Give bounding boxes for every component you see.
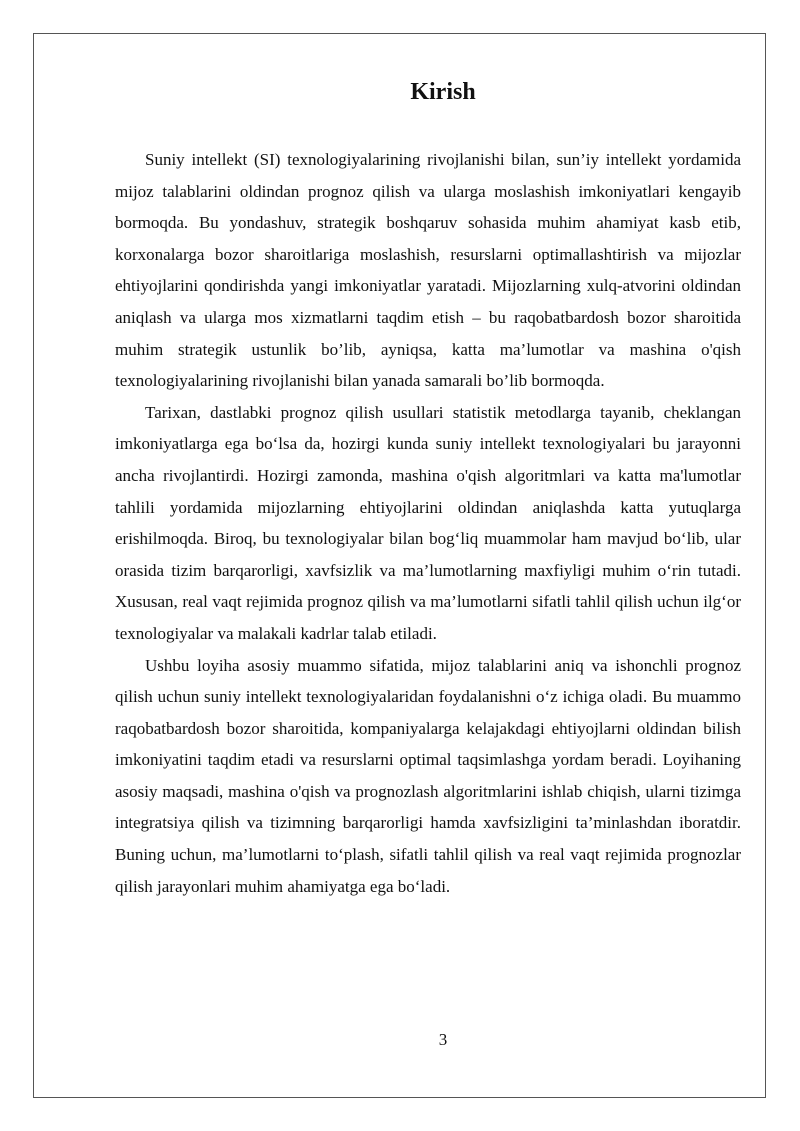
page-number: 3 — [438, 1030, 448, 1049]
paragraph-2: Tarixan, dastlabki prognoz qilish usullari statistik metodlarga tayanib, cheklangan imkoniyatlarga ega bo‘lsa da, hozirgi kunda suniy intellekt texnologiyalari bu jarayonni ancha rivojlantirdi. Hozirgi zamonda, mashina o'qish algoritmlari va katta ma'lumotlar tahlili yordamida mijozlarning ehtiyojlarini oldindan aniqlashda katta yutuqlarga erishilmoqda. Biroq, bu texnologiyalar bilan bog‘liq muammolar ham mavjud bo‘lib, ular orasida tizim barqarorligi, xavfsizlik va ma’lumotlarning maxfiyligi muhim o‘rin tutadi. Xususan, real vaqt rejimida prognoz qilish va ma’lumotlarni sifatli tahlil qilish uchun ilg‘or texnologiyalar va malakali kadrlar talab etiladi. — [115, 402, 741, 643]
paragraph-3: Ushbu loyiha asosiy muammo sifatida, mijoz talablarini aniq va ishonchli prognoz qilish uchun suniy intellekt texnologiyalaridan foydalanishni o‘z ichiga oladi. Bu muammo raqobatbardosh bozor sharoitida, kompaniyalarga kelajakdagi ehtiyojlarni oldindan bilish imkoniyatini taqdim etadi va resurslarni optimal taqsimlashga yordam beradi. Loyihaning asosiy maqsadi, mashina o'qish va prognozlash algoritmlarini ishlab chiqish, ularni tizimga integratsiya qilish va tizimning barqarorligi hamda xavfsizligini ta’minlashdan iboratdir. Buning uchun, ma’lumotlarni to‘plash, sifatli tahlil qilish va real vaqt rejimida prognozlar qilish jarayonlari muhim ahamiyatga ega bo‘ladi. — [115, 655, 741, 896]
page-title: Kirish — [410, 79, 476, 105]
paragraph-1: Suniy intellekt (SI) texnologiyalarining rivojlanishi bilan, sun’iy intellekt yordamida mijoz talablarini oldindan prognoz qilish va ularga moslashish imkoniyatlari kengayib bormoqda. Bu yondashuv, strategik boshqaruv sohasida muhim ahamiyat kasb etib, korxonalarga bozor sharoitlariga moslashish, resurslarni optimallashtirish va mijozlar ehtiyojlarini qondirishda yangi imkoniyatlar yaratadi. Mijozlarning xulq-atvorini oldindan aniqlash va ularga mos xizmatlarni taqdim etish – bu raqobatbardosh bozor sharoitida muhim strategik ustunlik bo’lib, ayniqsa, katta ma’lumotlar va mashina o'qish texnologiyalarining rivojlanishi bilan yanada samarali bo’lib bormoqda. — [115, 150, 741, 391]
body-text — [115, 144, 741, 902]
